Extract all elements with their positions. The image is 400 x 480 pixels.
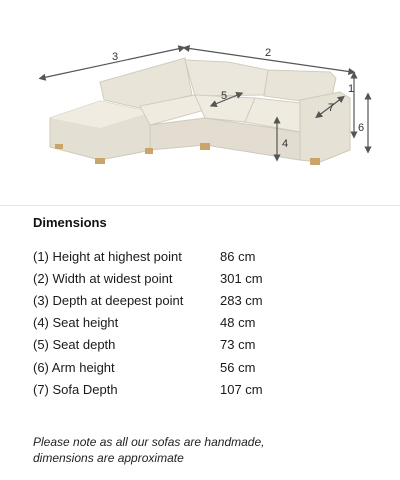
dimension-label: (7) Sofa Depth [33,381,118,397]
dimension-value: 283 cm [220,292,263,308]
dimension-row [33,378,373,400]
dimension-value: 48 cm [220,315,256,331]
dimension-value: 73 cm [220,337,256,353]
dimension-row [33,245,373,267]
dimension-value: 56 cm [220,359,256,375]
dimension-row [33,289,373,311]
dimension-value: 301 cm [220,270,263,286]
callout-1: 1 [348,83,355,95]
dimension-label: (1) Height at highest point [33,248,182,264]
dimension-row [33,267,373,289]
dimension-row [33,312,373,334]
dimension-row [33,334,373,356]
dimension-value: 86 cm [220,248,256,264]
dimension-label: (6) Arm height [33,359,115,375]
note-line-1: Please note as all our sofas are handmade, [33,435,265,449]
handmade-note [33,434,373,466]
dimension-value: 107 cm [220,381,263,397]
callout-2: 2 [265,47,272,59]
dimensions-list [33,245,373,400]
dimensions-heading: Dimensions [33,215,107,230]
sofa-arm [300,92,350,162]
section-divider [0,205,400,206]
dimension-row [33,356,373,378]
callout-3: 3 [112,51,119,63]
sofa-leg [200,143,210,150]
sofa-illustration [50,58,350,165]
dimension-label: (3) Depth at deepest point [33,292,184,308]
dimension-label: (4) Seat height [33,315,119,331]
ottoman-leg [95,158,105,164]
dimension-label: (5) Seat depth [33,337,116,353]
callout-7: 7 [328,102,335,114]
dimension-label: (2) Width at widest point [33,270,173,286]
sofa-dimension-diagram [0,0,400,205]
note-line-2: dimensions are approximate [33,451,184,465]
callout-4: 4 [282,138,289,150]
callout-6: 6 [358,122,365,134]
callout-5: 5 [221,90,228,102]
